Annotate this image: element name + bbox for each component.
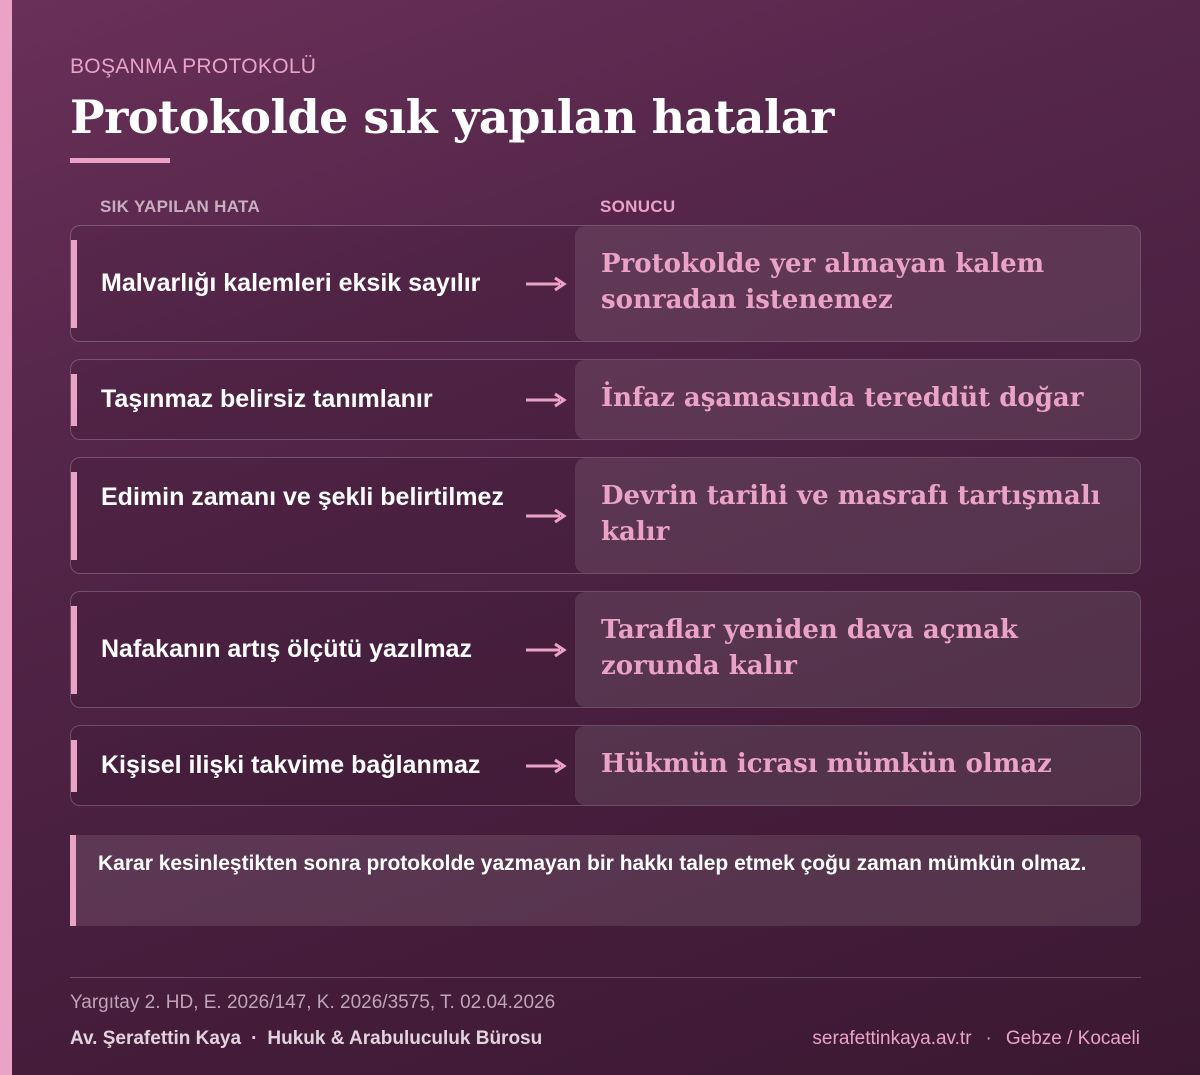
footer-author-block xyxy=(70,1028,542,1050)
page-title: Protokolde sık yapılan hatalar xyxy=(70,90,834,144)
error-text: Kişisel ilişki takvime bağlanmaz xyxy=(101,751,481,779)
table-row xyxy=(70,359,1141,440)
arrow-right-icon xyxy=(526,273,568,295)
footer-divider xyxy=(70,977,1141,978)
website-link[interactable]: serafettinkaya.av.tr xyxy=(812,1028,972,1049)
location-label: Gebze / Kocaeli xyxy=(1005,1028,1140,1049)
column-header-error: SIK YAPILAN HATA xyxy=(100,197,261,216)
table-row xyxy=(70,457,1141,574)
row-accent-bar xyxy=(71,606,77,694)
result-text: Taraflar yeniden dava açmak zorunda kalır xyxy=(601,615,1018,681)
row-accent-bar xyxy=(71,472,77,560)
note-box xyxy=(70,835,1141,926)
error-text: Edimin zamanı ve şekli belirtilmez xyxy=(101,483,504,511)
footer-contact-block xyxy=(812,1028,1140,1050)
error-text: Nafakanın artış ölçütü yazılmaz xyxy=(101,635,472,663)
separator-dot: · xyxy=(985,1028,992,1049)
result-panel xyxy=(575,458,1140,573)
result-text: Protokolde yer almayan kalem sonradan istenemez xyxy=(601,249,1045,315)
result-panel xyxy=(575,726,1140,805)
result-panel xyxy=(575,226,1140,341)
table-row xyxy=(70,725,1141,806)
arrow-right-icon xyxy=(526,755,568,777)
note-accent-bar xyxy=(70,835,76,926)
result-panel xyxy=(575,592,1140,707)
author-name: Av. Şerafettin Kaya xyxy=(70,1028,242,1049)
error-text: Taşınmaz belirsiz tanımlanır xyxy=(101,385,433,413)
title-underline xyxy=(70,158,170,163)
row-accent-bar xyxy=(71,740,77,792)
result-text: İnfaz aşamasında tereddüt doğar xyxy=(601,383,1084,413)
result-panel xyxy=(575,360,1140,439)
arrow-right-icon xyxy=(526,389,568,411)
arrow-right-icon xyxy=(526,505,568,527)
left-accent-bar xyxy=(0,0,12,1075)
error-text: Malvarlığı kalemleri eksik sayılır xyxy=(101,269,481,297)
separator-dot: · xyxy=(251,1028,258,1049)
office-name: Hukuk & Arabuluculuk Bürosu xyxy=(267,1028,543,1049)
note-text: Karar kesinleştikten sonra protokolde yazmayan bir hakkı talep etmek çoğu zaman mümkün olmaz. xyxy=(98,852,1087,875)
table-row xyxy=(70,591,1141,708)
result-text: Hükmün icrası mümkün olmaz xyxy=(601,749,1052,779)
row-accent-bar xyxy=(71,374,77,426)
kicker-label: BOŞANMA PROTOKOLÜ xyxy=(70,55,317,78)
court-citation: Yargıtay 2. HD, E. 2026/147, K. 2026/3575, T. 02.04.2026 xyxy=(70,992,556,1013)
row-accent-bar xyxy=(71,240,77,328)
column-header-result: SONUCU xyxy=(600,197,676,216)
result-text: Devrin tarihi ve masrafı tartışmalı kalır xyxy=(601,481,1101,547)
table-row xyxy=(70,225,1141,342)
arrow-right-icon xyxy=(526,639,568,661)
